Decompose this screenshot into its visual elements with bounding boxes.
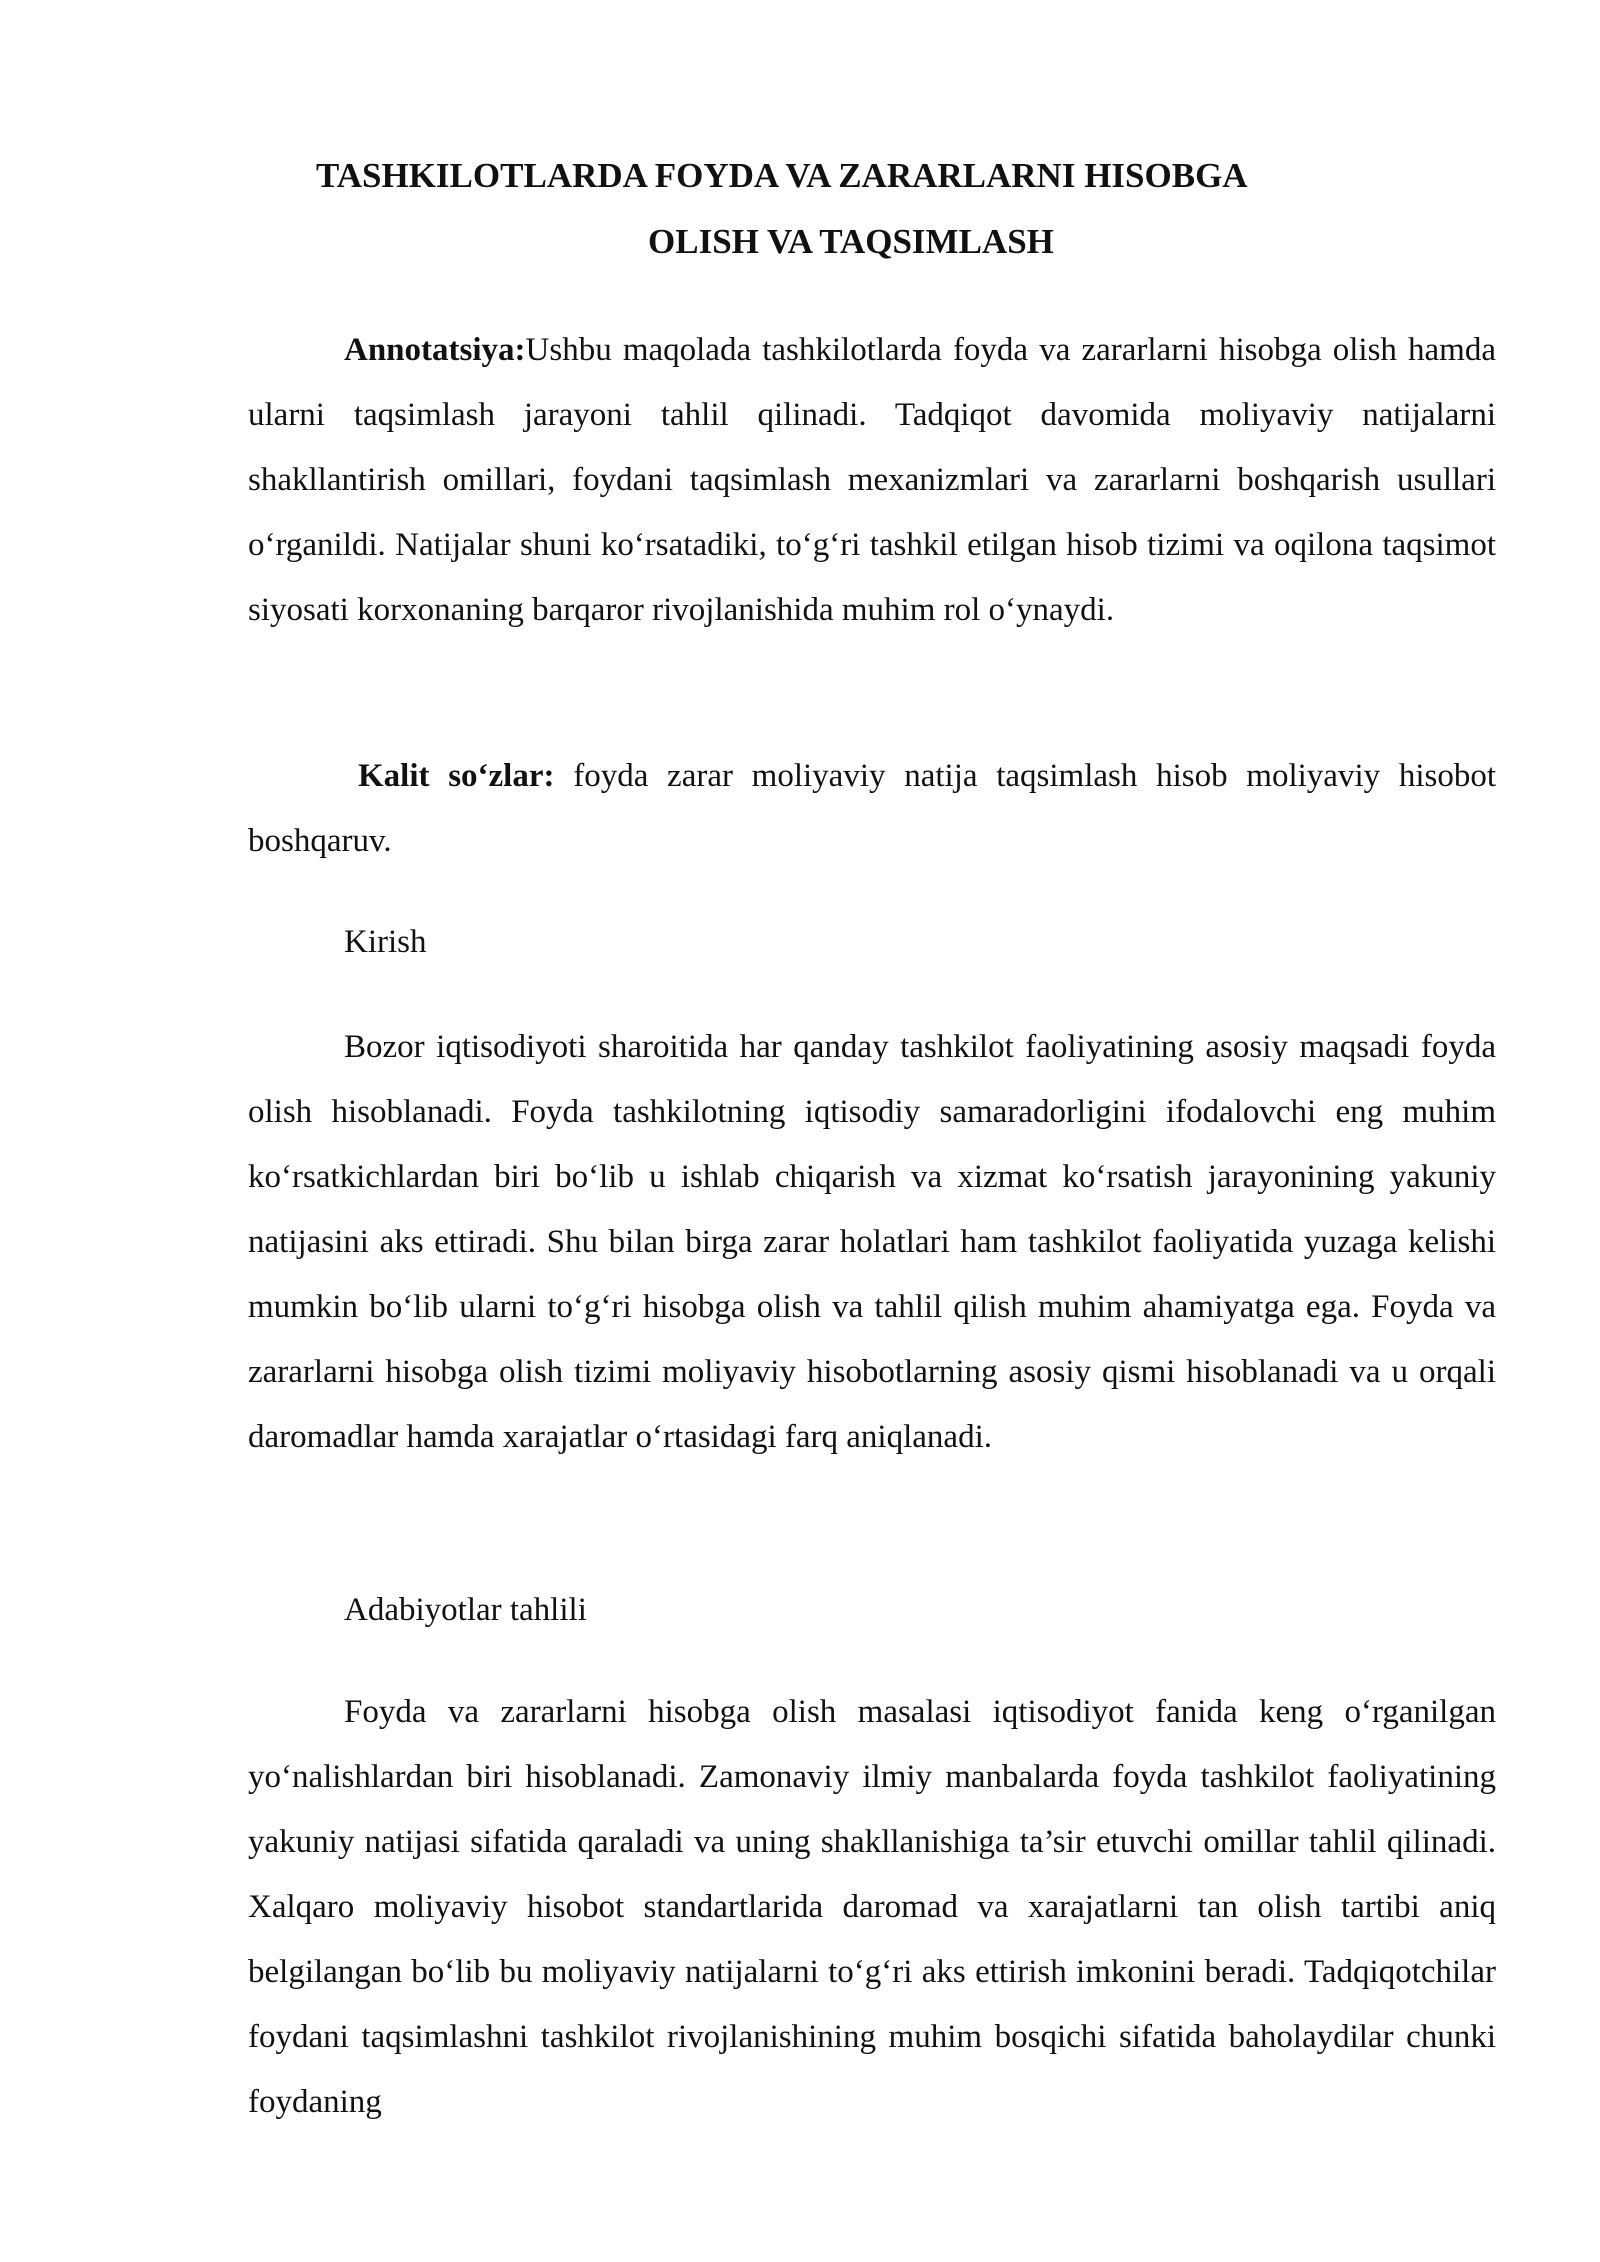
section-heading-adabiyotlar: Adabiyotlar tahlili (344, 1592, 587, 1628)
keywords-label: Kalit so‘zlar: (358, 758, 555, 794)
literature-paragraph: Foyda va zararlarni hisobga olish masalasi iqtisodiyot fanida keng o‘rganilgan yo‘nalishlardan biri hisoblanadi. Zamonaviy ilmiy manbalarda foyda tashkilot faoliyatining yakuniy natijasi sifatida qaraladi va uning shakllanishiga ta’sir etuvchi omillar tahlil qilinadi. Xalqaro moliyaviy hisobot standartlarida daromad va xarajatlarni tan olish tartibi aniq belgilangan bo‘lib bu moliyaviy natijalarni to‘g‘ri aks ettirish imkonini beradi. Tadqiqotchilar foydani taqsimlashni tashkilot rivojlanishining muhim bosqichi sifatida baholaydilar chunki foydaning (248, 1694, 1496, 2120)
article-title-line-1: TASHKILOTLARDA FOYDA VA ZARARLARNI HISOBGA (316, 156, 1248, 195)
keywords-paragraph (248, 744, 1496, 874)
section-heading-kirish: Kirish (344, 924, 427, 960)
annotation-text: Ushbu maqolada tashkilotlarda foyda va zararlarni hisobga olish hamda ularni taqsimlash jarayoni tahlil qilinadi. Tadqiqot davomida moliyaviy natijalarni shakllantirish omillari, foydani taqsimlash mexanizmlari va zararlarni boshqarish usullari o‘rganildi. Natijalar shuni ko‘rsatadiki, to‘g‘ri tashkil etilgan hisob tizimi va oqilona taqsimot siyosati korxonaning barqaror rivojlanishida muhim rol o‘ynaydi. (248, 332, 1496, 628)
article-title-line-2: OLISH VA TAQSIMLASH (648, 222, 1054, 261)
intro-paragraph: Bozor iqtisodiyoti sharoitida har qanday tashkilot faoliyatining asosiy maqsadi foyda olish hisoblanadi. Foyda tashkilotning iqtisodiy samaradorligini ifodalovchi eng muhim ko‘rsatkichlardan biri bo‘lib u ishlab chiqarish va xizmat ko‘rsatish jarayonining yakuniy natijasini aks ettiradi. Shu bilan birga zarar holatlari ham tashkilot faoliyatida yuzaga kelishi mumkin bo‘lib ularni to‘g‘ri hisobga olish va tahlil qilish muhim ahamiyatga ega. Foyda va zararlarni hisobga olish tizimi moliyaviy hisobotlarning asosiy qismi hisoblanadi va u orqali daromadlar hamda xarajatlar o‘rtasidagi farq aniqlanadi. (248, 1029, 1496, 1455)
annotation-label: Annotatsiya: (344, 332, 526, 368)
annotation-paragraph (248, 318, 1496, 643)
keywords-text: foyda zarar moliyaviy natija taqsimlash hisob moliyaviy hisobot boshqaruv. (248, 758, 1497, 859)
